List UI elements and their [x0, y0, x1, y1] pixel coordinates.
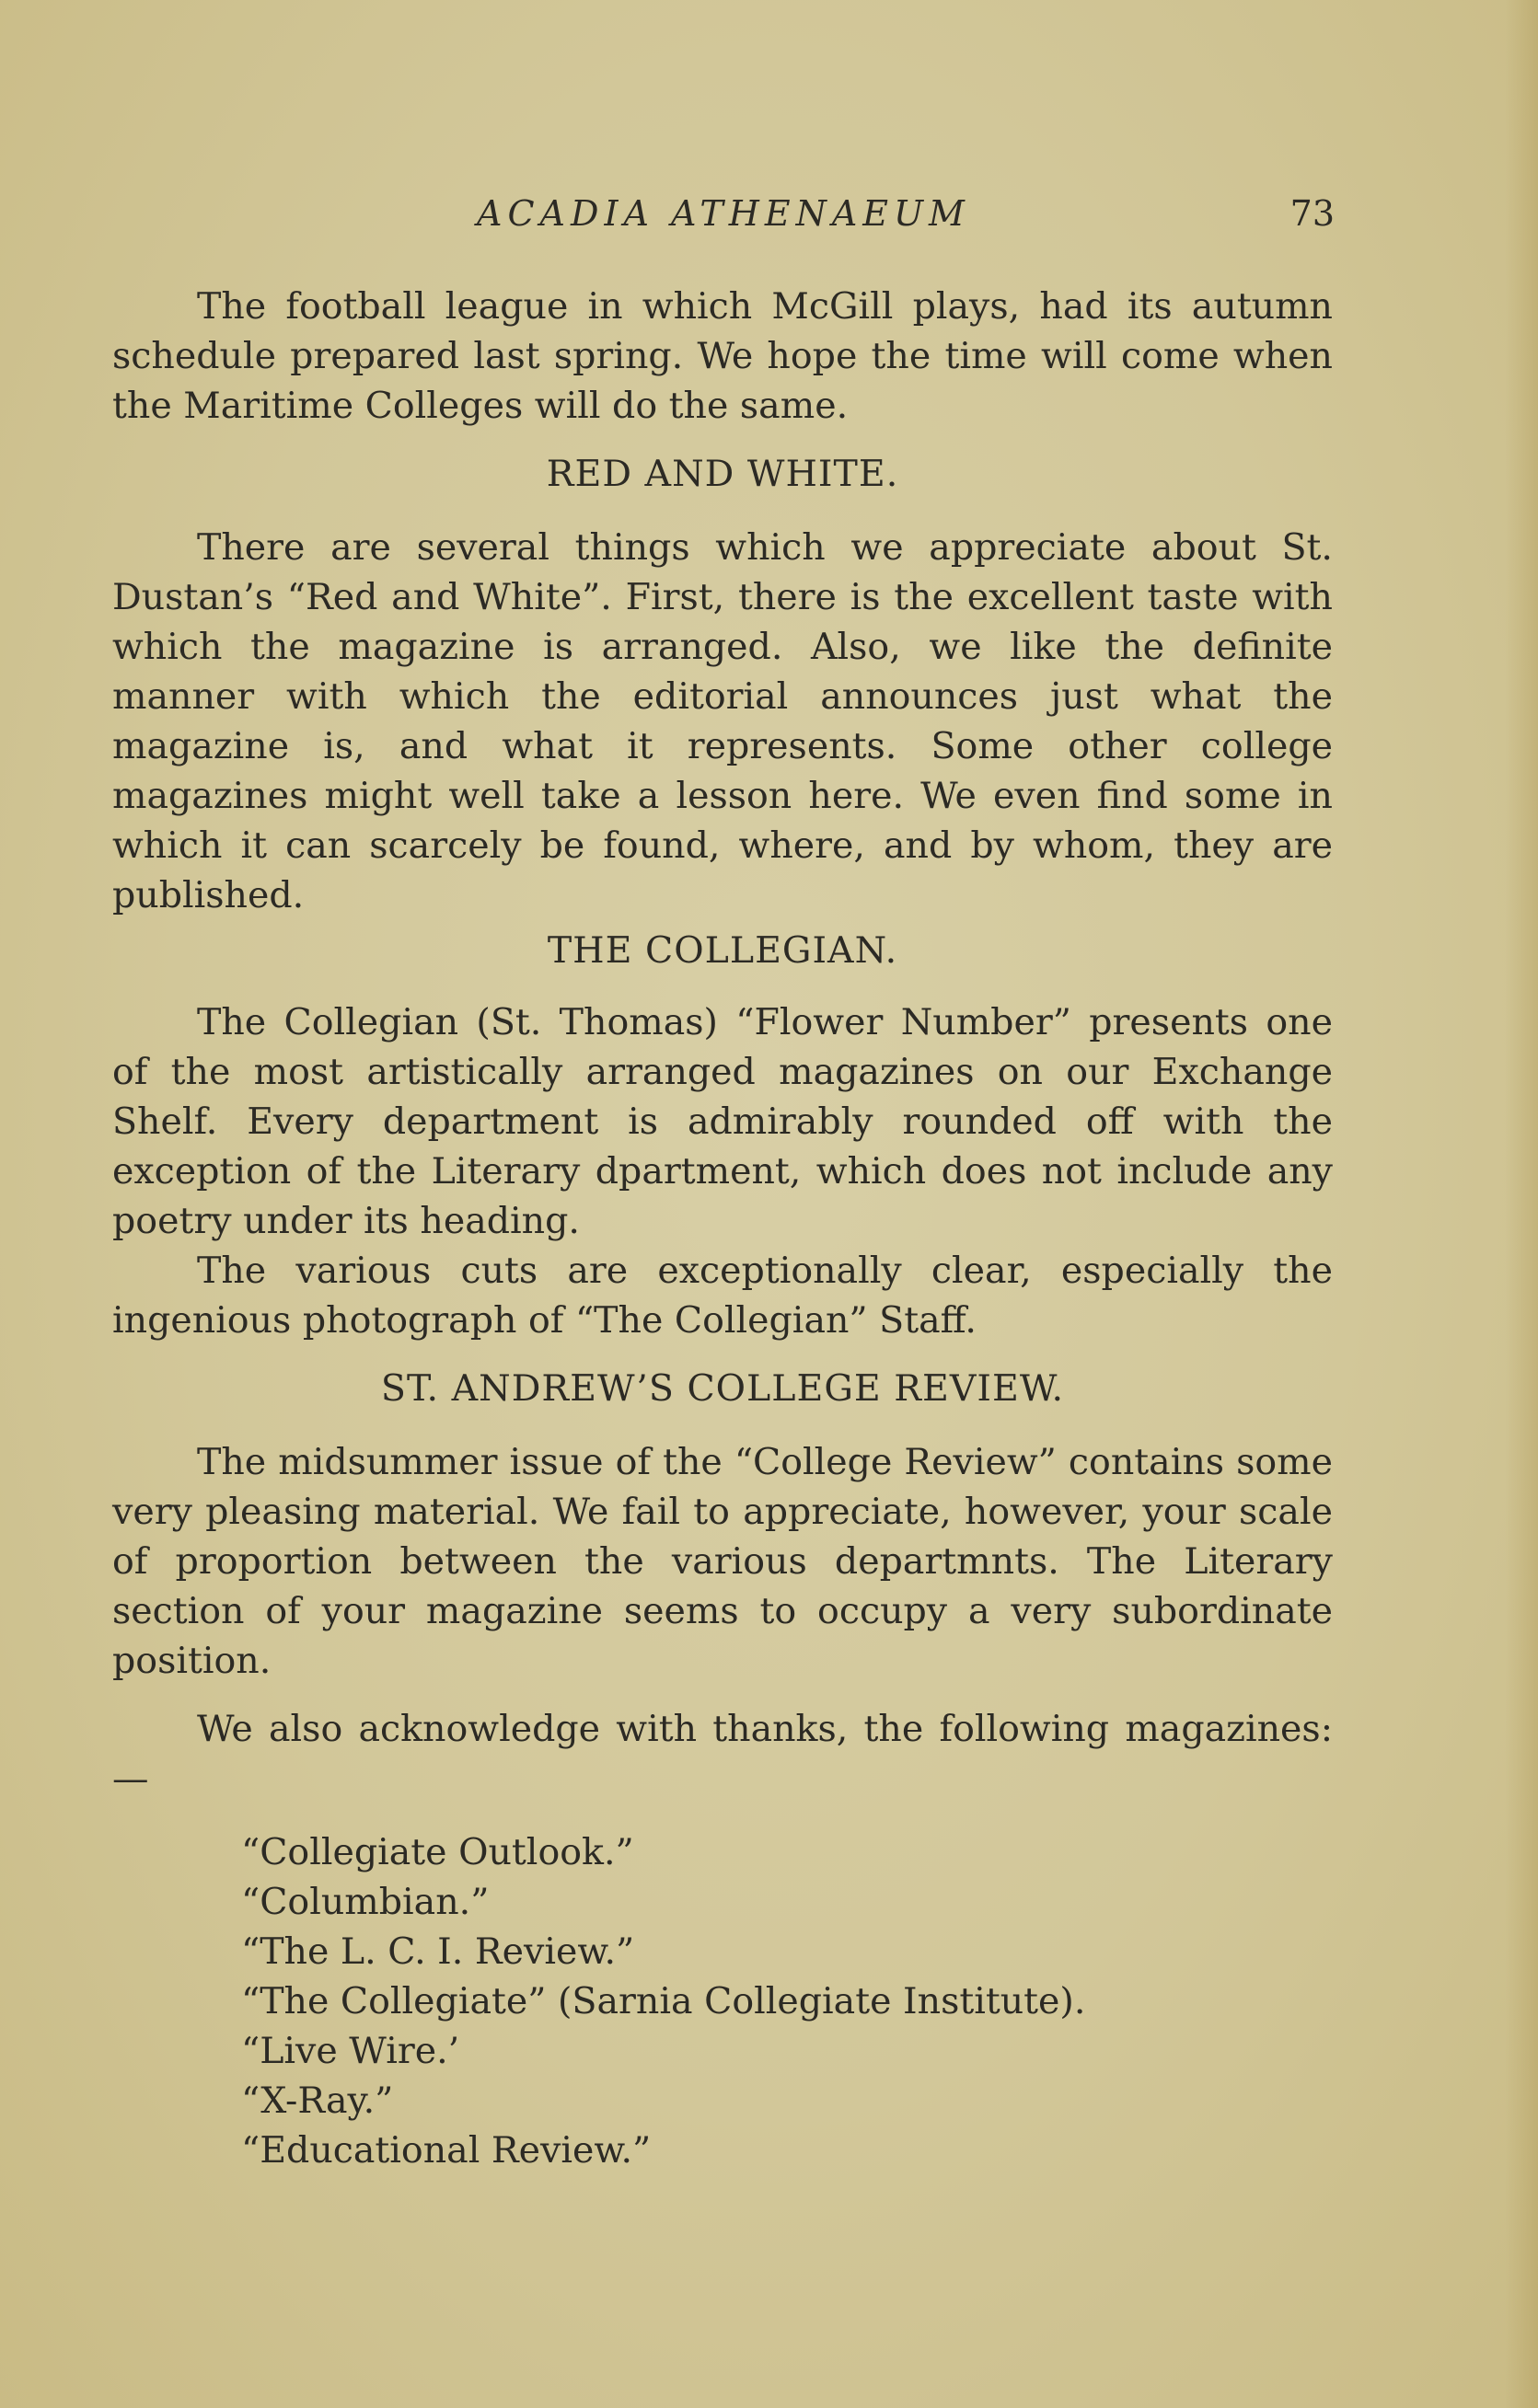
list-item: “Live Wire.’ [241, 2030, 460, 2072]
section-heading-the-collegian: THE COLLEGIAN. [547, 929, 898, 972]
list-item: “The Collegiate” (Sarnia Collegiate Institute). [241, 1980, 1086, 2022]
list-item: “Educational Review.” [241, 2129, 652, 2172]
list-item: “X-Ray.” [241, 2080, 394, 2122]
collegian-paragraph-2: The various cuts are exceptionally clear, especially the ingenious photograph of “The Collegian” Staff. [112, 1250, 1333, 1342]
magazine-list [112, 1827, 1333, 2175]
list-item: “Collegiate Outlook.” [241, 1831, 634, 1873]
running-head: ACADIA ATHENAEUM [477, 193, 970, 234]
collegian-paragraph-1: The Collegian (St. Thomas) “Flower Number” presents one of the most artistically arranged magazines on our Exchange Shelf. Every department is admirably rounded off with the exception of the Literary dpartment, which does not include any poetry under its heading. [112, 1001, 1333, 1242]
acknowledgement-paragraph: We also acknowledge with thanks, the following magazines:— [112, 1708, 1333, 1800]
page-header [112, 193, 1335, 248]
list-item: “Columbian.” [241, 1881, 490, 1923]
page-number: 73 [1289, 193, 1335, 234]
article-body [112, 282, 1333, 2175]
section-heading-red-and-white: RED AND WHITE. [546, 453, 899, 495]
intro-paragraph: The football league in which McGill plays, had its autumn schedule prepared last spring. We hope the time will come when the Maritime Colleges will do the same. [112, 285, 1333, 427]
section-heading-st-andrews: ST. ANDREW’S COLLEGE REVIEW. [380, 1367, 1065, 1410]
red-and-white-paragraph: There are several things which we appreciate about St. Dustan’s “Red and White”. First, there is the excellent taste with which the magazine is arranged. Also, we like the definite manner with which the editorial announces just what the magazine is, and what it represents. Some other college magazines might well take a lesson here. We even find some in which it can scarcely be found, where, and by whom, they are published. [112, 526, 1333, 916]
list-item: “The L. C. I. Review.” [241, 1930, 635, 1973]
st-andrews-paragraph: The midsummer issue of the “College Review” contains some very pleasing material. We fail to appreciate, however, your scale of proportion between the various departmnts. The Literary section of your magazine seems to occupy a very subordinate position. [112, 1441, 1333, 1682]
